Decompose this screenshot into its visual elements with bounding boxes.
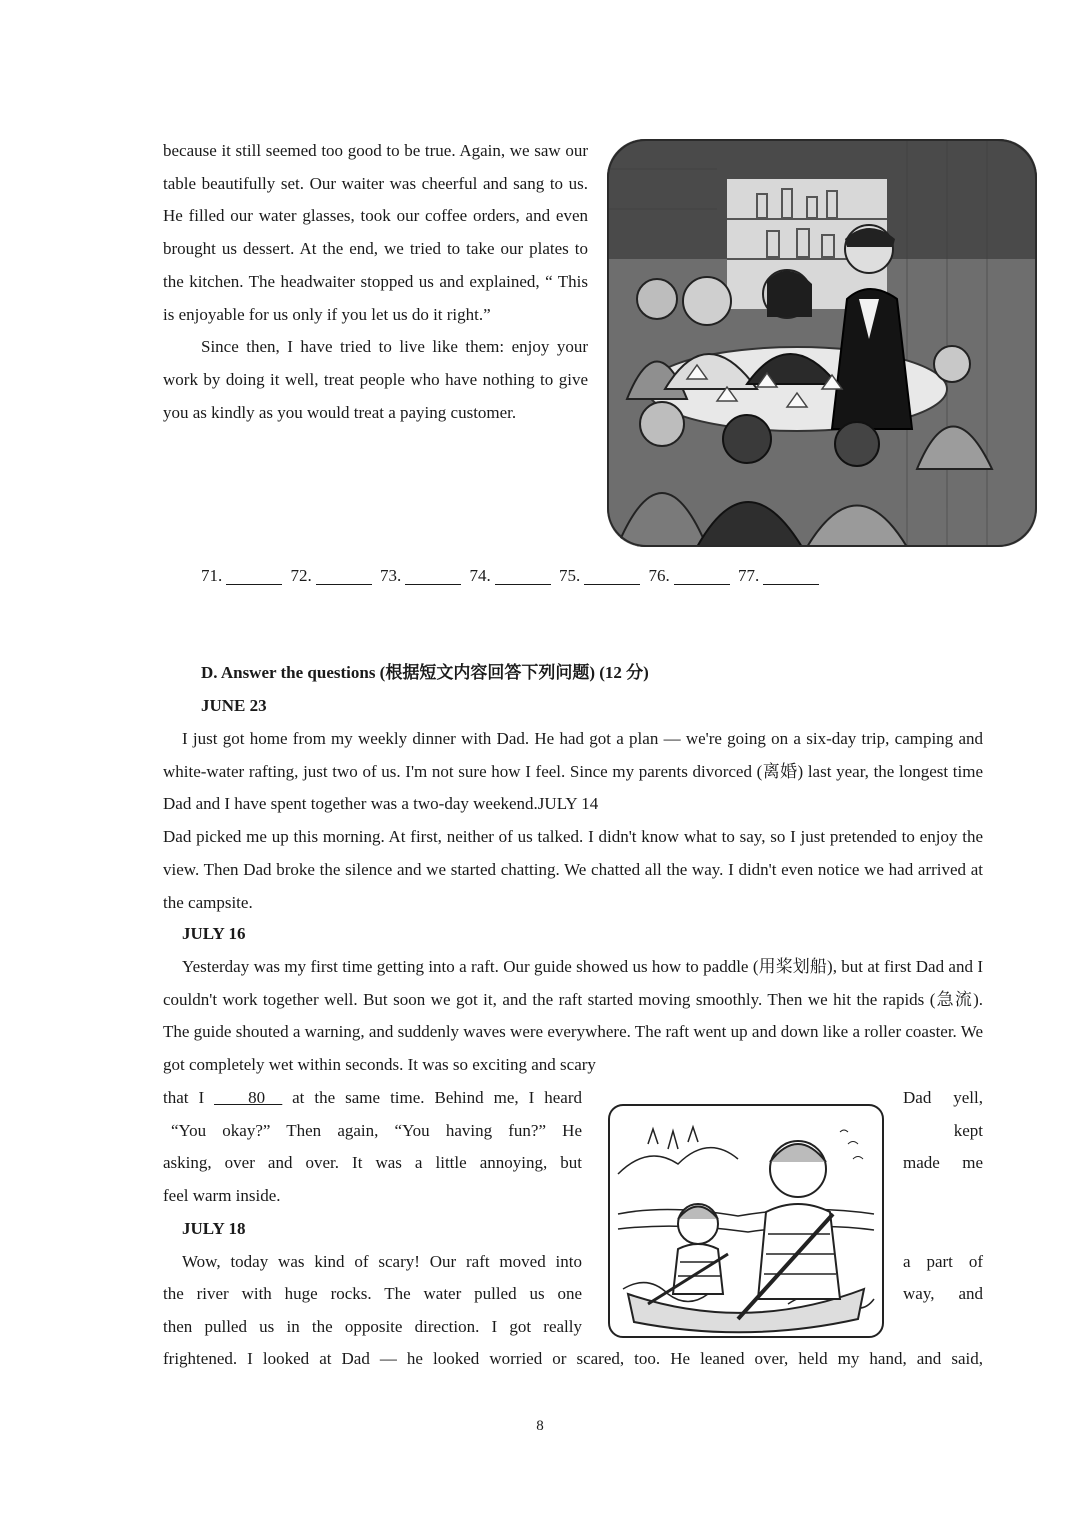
story-paragraph-1: because it still seemed too good to be true. Again, we saw our table beautifully set. Our waiter was cheerful and sang to us. He filled our water glasses, took our coffee orders, and even brought us dessert. At the end, we tried to take our plates to the kitchen. The headwaiter stopped us and explained, “ This is enjoyable for us only if you let us do it right.” [163, 141, 588, 324]
answer-blank-80: ____80__ [214, 1088, 283, 1107]
entry-date-july-18: JULY 18 [182, 1218, 246, 1238]
answer-item-77: 77. [738, 566, 823, 585]
answer-blank [316, 566, 372, 585]
answer-item-73: 73. [380, 566, 465, 585]
page-number: 8 [536, 1418, 544, 1434]
answer-blank [226, 566, 282, 585]
rafting-illustration [608, 1104, 884, 1338]
wrap-line: asking, over and over. It was a little annoying, but [163, 1153, 582, 1173]
wrap-line: a part of [903, 1251, 983, 1271]
wrap-line: then pulled us in the opposite direction. I got really [163, 1316, 582, 1336]
wrap-line: feel warm inside. [163, 1186, 281, 1206]
story-paragraph-2: Since then, I have tried to live like them: enjoy your work by doing it well, treat people who have nothing to give you as kindly as you would treat a paying customer. [163, 337, 588, 422]
wrapped-text-left [163, 1082, 582, 1344]
wrap-line: that I ____80__ at the same time. Behind me, I heard [163, 1088, 583, 1107]
answer-blank [584, 566, 640, 585]
section-heading: D. Answer the questions (根据短文内容回答下列问题) (12 分) [201, 663, 649, 682]
wrap-line: made me [903, 1153, 983, 1173]
restaurant-illustration [607, 139, 1037, 547]
answer-item-74: 74. [470, 566, 555, 585]
answer-item-76: 76. [649, 566, 734, 585]
answer-item-72: 72. [291, 566, 376, 585]
diary-entries-june-july14 [163, 723, 983, 919]
wrap-line: Dad yell, [903, 1088, 983, 1107]
wrap-line: “You okay?” Then again, “You having fun?” He [171, 1120, 582, 1140]
story-paragraphs [163, 135, 588, 429]
answer-item-75: 75. [559, 566, 644, 585]
answer-item-71: 71. [201, 566, 286, 585]
wrap-line: Wow, today was kind of scary! Our raft moved into [182, 1251, 582, 1271]
answer-blank [495, 566, 551, 585]
entry-date-june-23: JUNE 23 [201, 696, 267, 715]
wrap-line: frightened. I looked at Dad — he looked worried or scared, too. He leaned over, held my hand, and said, [163, 1349, 983, 1368]
entry-text-july-16: Yesterday was my first time getting into a raft. Our guide showed us how to paddle (用桨划船), but at first Dad and I couldn't work together well. But soon we got it, and the raft started moving smoothly. Then we hit the rapids (急流). The guide shouted a warning, and suddenly waves were everywhere. The raft went up and down like a roller coaster. We got completely wet within seconds. It was so exciting and scary [163, 957, 983, 1075]
answer-blanks [201, 560, 823, 592]
wrapped-text-right [903, 1082, 983, 1311]
entry-text-july-14: Dad picked me up this morning. At first, neither of us talked. I didn't know what to say, so I just pretended to enjoy the view. Then Dad broke the silence and we started chatting. We chatted all the way. I didn't even notice we had arrived at the campsite. [163, 827, 983, 912]
wrap-line: way, and [903, 1284, 983, 1304]
diary-entry-july-16 [163, 951, 983, 1082]
answer-blank [763, 566, 819, 585]
wrap-line: the river with huge rocks. The water pulled us one [163, 1284, 582, 1304]
entry-date-july-16: JULY 16 [182, 924, 246, 943]
answer-blank [674, 566, 730, 585]
entry-text-june-23: I just got home from my weekly dinner with Dad. He had got a plan — we're going on a six-day trip, camping and white-water rafting, just two of us. I'm not sure how I feel. Since my parents divorced (离婚) last year, the longest time Dad and I have spent together was a two-day weekend.JULY 14 [163, 729, 983, 814]
answer-blank [405, 566, 461, 585]
wrap-line: kept [953, 1120, 983, 1140]
